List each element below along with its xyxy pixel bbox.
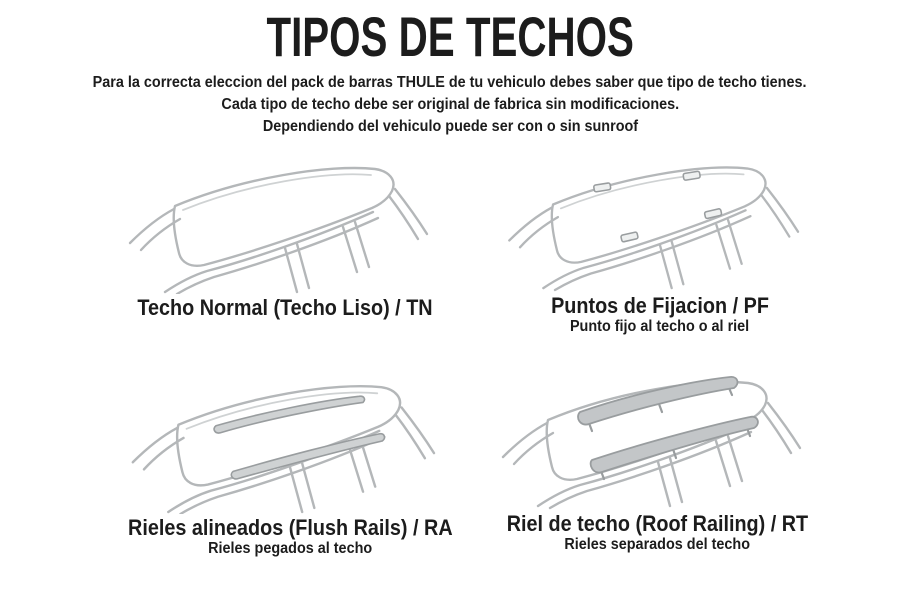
roof-with-fixpoints-illustration [485, 152, 835, 292]
roof-type-normal-panel [85, 154, 485, 319]
intro-text [0, 72, 900, 138]
intro-line-3: Dependiendo del vehiculo puede ser con o sin sunroof [262, 118, 638, 135]
fixpoint-markers [594, 171, 722, 242]
car-roof-sketch [130, 168, 427, 294]
page-title-text: TIPOS DE TECHOS [266, 5, 634, 68]
page-title [0, 5, 900, 68]
car-roof-sketch [133, 386, 434, 514]
caption-roof-railing: Riel de techo (Roof Railing) / RT [506, 511, 809, 536]
raised-rails [578, 377, 758, 479]
roof-type-fixpoint-panel [465, 152, 855, 336]
subcaption-roof-railing: Rieles separados del techo [564, 536, 751, 553]
flush-rails [214, 396, 384, 479]
intro-line-1: Para la correcta eleccion del pack de barras THULE de tu vehiculo debes saber que tipo de techo tienes. [93, 74, 807, 91]
roof-with-flush-rails-illustration [105, 372, 475, 514]
car-roof-sketch [509, 168, 798, 290]
car-roof-sketch [503, 377, 800, 508]
subcaption-flush-rails: Rieles pegados al techo [207, 540, 373, 557]
roof-type-flush-rails-panel [90, 372, 490, 558]
caption-flush-rails: Rieles alineados (Flush Rails) / RA [127, 515, 453, 540]
intro-line-2: Cada tipo de techo debe ser original de fabrica sin modificaciones. [221, 96, 679, 113]
subcaption-fixpoint-roof: Punto fijo al techo o al riel [570, 318, 750, 335]
roof-with-raised-rails-illustration [478, 366, 838, 510]
smooth-roof-illustration [95, 154, 475, 294]
caption-normal-roof: Techo Normal (Techo Liso) / TN [137, 295, 433, 320]
roof-type-roof-railing-panel [460, 366, 855, 554]
caption-fixpoint-roof: Puntos de Fijacion / PF [551, 293, 769, 318]
